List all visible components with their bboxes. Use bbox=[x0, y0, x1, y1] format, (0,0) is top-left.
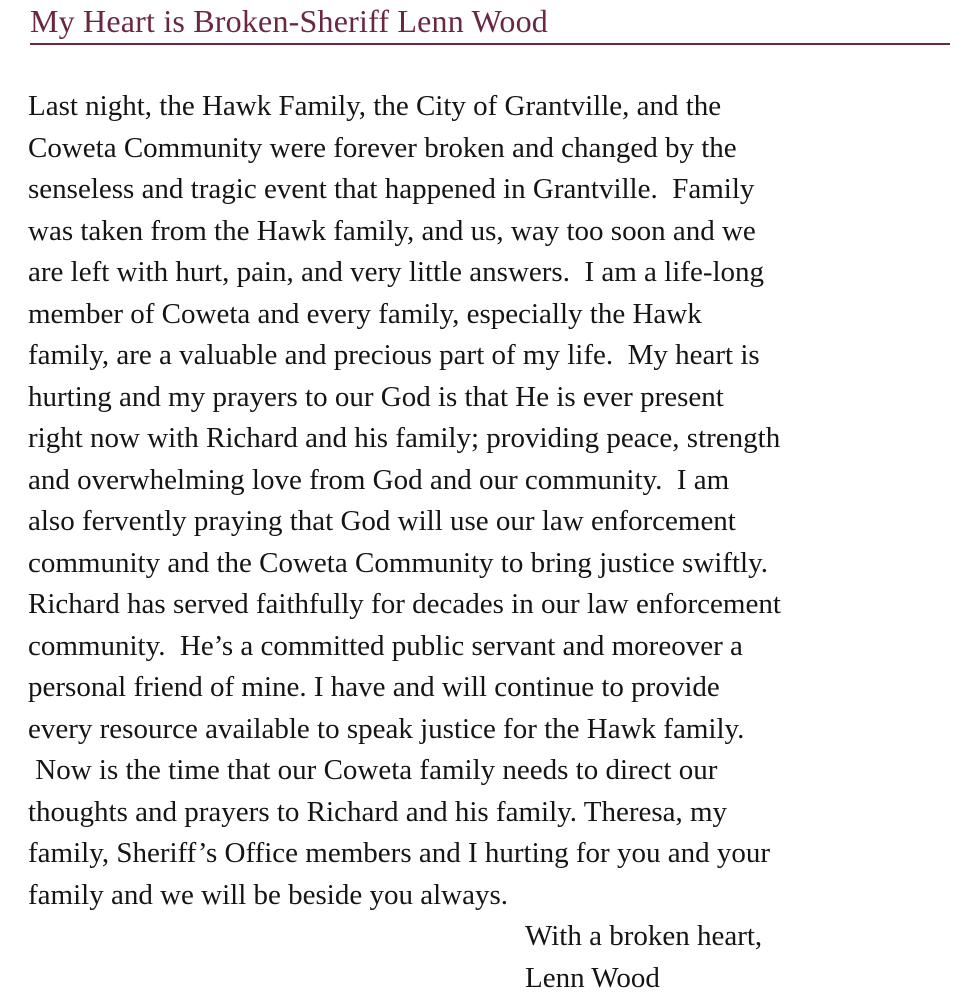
body-line: community and the Coweta Community to bring justice swiftly. bbox=[28, 546, 768, 579]
signature-name: Lenn Wood bbox=[525, 961, 660, 994]
body-line: member of Coweta and every family, especially the Hawk bbox=[28, 297, 702, 330]
title-underline bbox=[30, 43, 950, 45]
body-line: family and we will be beside you always. bbox=[28, 878, 508, 911]
body-line: family, Sheriff’s Office members and I hurting for you and your bbox=[28, 837, 770, 869]
page-title: My Heart is Broken-Sheriff Lenn Wood bbox=[30, 3, 549, 39]
body-line: senseless and tragic event that happened in Grantville. Family bbox=[28, 173, 755, 205]
body-line: was taken from the Hawk family, and us, way too soon and we bbox=[28, 214, 756, 247]
body-line: hurting and my prayers to our God is that He is ever present bbox=[28, 380, 724, 413]
statement-header bbox=[30, 2, 950, 45]
body-line: Last night, the Hawk Family, the City of Grantville, and the bbox=[28, 90, 722, 122]
body-line: community. He’s a committed public servant and moreover a bbox=[28, 629, 743, 662]
body-line: are left with hurt, pain, and very little answers. I am a life-long bbox=[28, 256, 765, 288]
body-line: Coweta Community were forever broken and changed by the bbox=[28, 131, 737, 164]
body-line: every resource available to speak justice for the Hawk family. bbox=[28, 712, 745, 745]
body-line: also fervently praying that God will use our law enforcement bbox=[28, 505, 736, 537]
body-line: right now with Richard and his family; providing peace, strength bbox=[28, 422, 781, 454]
body-line: family, are a valuable and precious part of my life. My heart is bbox=[28, 339, 760, 371]
body-line: Richard has served faithfully for decades in our law enforcement bbox=[28, 588, 781, 620]
body-line: thoughts and prayers to Richard and his family. Theresa, my bbox=[28, 795, 728, 828]
statement-body bbox=[28, 86, 968, 999]
body-line: personal friend of mine. I have and will continue to provide bbox=[28, 671, 720, 703]
body-line: and overwhelming love from God and our community. I am bbox=[28, 463, 730, 496]
body-line: Now is the time that our Coweta family needs to direct our bbox=[28, 754, 718, 786]
closing-salutation: With a broken heart, bbox=[525, 920, 763, 952]
